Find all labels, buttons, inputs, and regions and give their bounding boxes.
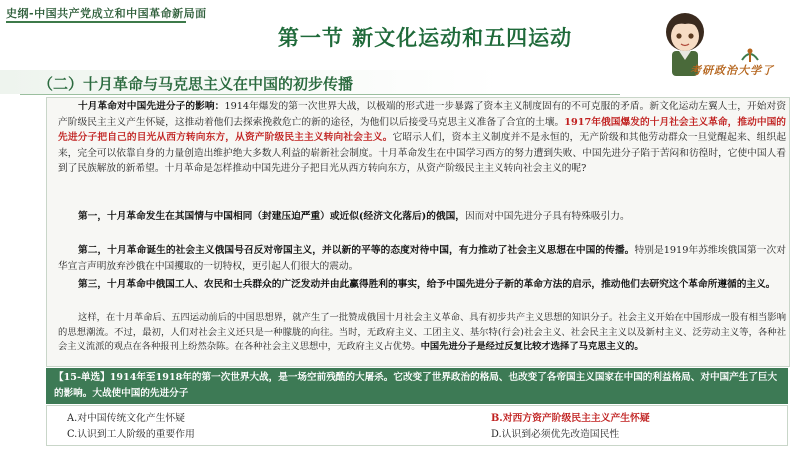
impact-text-b: 它昭示人们，资本主义制度并不是永恒的，无产阶级和其他劳动群众一旦觉醒起来、组织起来，完全可以依靠自身的力量创造出维护绝大多数人利益的崭新社会制度。十月革命发生在中国学习西方的努力遭到失败、中国先进分子陷于苦闷和彷徨时，它使中国人看到了民族解放的新希望。十月革命是怎样推动中国先进分子把目光从西方转向东方，从资产阶级民主主义转向社会主义的呢? — [58, 132, 787, 175]
quiz-question: 【15-单选】1914年至1918年的第一次世界大战，是一场空前残酷的大屠杀。它改变了世界政治的格局、也改变了各帝国主义国家在中国的利益格局、对中国产生了巨大的影响。大战使中国的先进分子 — [46, 368, 788, 404]
paragraph-impact — [58, 99, 786, 177]
quiz-option-b[interactable]: B.对西方资产阶级民主主义产生怀疑 — [491, 413, 650, 424]
brand-text: 考研政治大学了 — [690, 64, 774, 77]
quiz-option-d[interactable]: D.认识到必须优先改造国民性 — [491, 429, 620, 440]
paragraph-third — [58, 277, 786, 293]
page-title: 第一节 新文化运动和五四运动 — [277, 26, 573, 50]
impact-highlight: 1917年俄国爆发的十月社会主义革命，推动中国的先进分子把自己的目光从西方转向东方，从资产阶级民主主义转向社会主义。 — [58, 116, 786, 144]
course-title: 史纲-中国共产党成立和中国革命新局面 — [6, 7, 207, 20]
quiz-box — [46, 368, 788, 448]
section-title: （二）十月革命与马克思主义在中国的初步传播 — [38, 75, 354, 93]
impact-text-a: 1914年爆发的第一次世界大战，以极端的形式进一步暴露了资本主义制度固有的不可克服的矛盾。新文化运动左翼人士，开始对资产阶级民主主义产生怀疑，这推动着他们去探索挽救危亡的新的途径，为他们以后接受马克思主义准备了合宜的土壤。 — [58, 101, 787, 128]
paragraph-second — [58, 243, 786, 274]
first-point-text: 因而对中国先进分子具有特殊吸引力。 — [464, 211, 630, 222]
paragraph-first — [58, 209, 786, 225]
section-divider — [20, 94, 620, 95]
quiz-options — [46, 405, 788, 446]
paragraph-summary — [58, 311, 786, 355]
summary-text: 这样，在十月革命后、五四运动前后的中国思想界，就产生了一批赞成俄国十月社会主义革命、具有初步共产主义思想的知识分子。社会主义开始在中国形成一股有相当影响的思想潮流。不过，最初，人们对社会主义还只是一种朦胧的向往。当时，无政府主义、工团主义、基尔特(行会)社会主义、社会民主主义以及新村主义、泛劳动主义等，各种社会主义流派的观点在各种报刊上纷然杂陈。在各种社会主义思想中，无政府主义占优势。 — [58, 312, 786, 353]
second-point-text: 特别是1919年苏维埃俄国第一次对华宣言声明放弃沙俄在中国攫取的一切特权，更引起人们很大的震动。 — [58, 245, 786, 272]
impact-label: 十月革命对中国先进分子的影响： — [78, 101, 225, 112]
quiz-option-a[interactable]: A.对中国传统文化产生怀疑 — [67, 413, 185, 424]
summary-bold: 中国先进分子是经过反复比较才选择了马克思主义的。 — [420, 341, 644, 353]
first-point-bold: 第一，十月革命发生在其国情与中国相同（封建压迫严重）或近似(经济文化落后)的俄国， — [78, 211, 465, 222]
course-title-underline — [6, 21, 186, 23]
second-point-bold: 第二，十月革命诞生的社会主义俄国号召反对帝国主义，并以新的平等的态度对待中国，有力推动了社会主义思想在中国的传播。 — [78, 245, 635, 256]
third-point-bold: 第三，十月革命中俄国工人、农民和士兵群众的广泛发动并由此赢得胜利的事实，给予中国先进分子新的革命方法的启示，推动他们去研究这个革命所遵循的主义。 — [78, 279, 776, 290]
quiz-option-c[interactable]: C.认识到工人阶级的重要作用 — [67, 429, 195, 440]
